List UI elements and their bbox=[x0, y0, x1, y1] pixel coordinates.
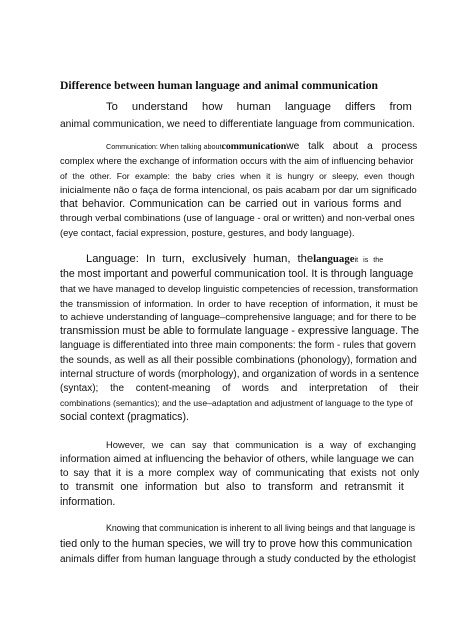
text-span: Communication: When talking about bbox=[106, 142, 222, 151]
text-span-bold: language bbox=[313, 253, 355, 265]
paragraph-5-line-3: animals differ from human language through a study conducted by the ethologist bbox=[60, 554, 416, 565]
paragraph-3-line-4: the transmission of information. In order to have reception of information, it must be bbox=[60, 298, 418, 309]
paragraph-5-line-2: tied only to the human species, we will try to prove how this communication bbox=[60, 538, 413, 550]
text-span-bold: communication bbox=[221, 141, 287, 152]
paragraph-1-line-2: animal communication, we need to differentiate language from communication. bbox=[60, 119, 415, 130]
text-span: To understand how human language differs from bbox=[106, 101, 412, 113]
paragraph-3-line-3: that we have managed to develop linguistic competencies of recession, transformation bbox=[60, 283, 419, 294]
paragraph-3-line-5: to achieve understanding of language–comprehensive language; and for there to be bbox=[60, 312, 417, 323]
paragraph-3-line-11: combinations (semantics); and the use–adaptation and adjustment of language to the type of bbox=[60, 398, 413, 408]
paragraph-2-line-5: that behavior. Communication can be carried out in various forms and bbox=[60, 198, 402, 210]
paragraph-3-line-6: transmission must be able to formulate language - expressive language. The bbox=[60, 325, 420, 337]
paragraph-2-line-3: of the other. For example: the baby cries when it is hungry or sleepy, even though bbox=[60, 171, 415, 181]
text-span: Language: In turn, exclusively human, the bbox=[86, 253, 314, 265]
document-title: Difference between human language and animal communication bbox=[60, 79, 378, 92]
text-span: it is the bbox=[354, 255, 384, 264]
paragraph-2-line-6: through verbal combinations (use of language - oral or written) and non-verbal ones bbox=[60, 213, 415, 224]
paragraph-3-line-7: language is differentiated into three main components: the form - rules that govern bbox=[60, 340, 416, 351]
paragraph-3-line-2: the most important and powerful communication tool. It is through language bbox=[60, 268, 414, 280]
paragraph-4-line-5: information. bbox=[60, 496, 116, 508]
paragraph-2-line-2: complex where the exchange of information occurs with the aim of influencing behavior bbox=[60, 156, 414, 166]
paragraph-3-line-12: social context (pragmatics). bbox=[60, 411, 189, 423]
paragraph-4-line-4: to transmit one information but also to transform and retransmit it bbox=[60, 481, 404, 493]
paragraph-2-line-7: (eye contact, facial expression, posture, gestures, and body language). bbox=[60, 227, 355, 238]
text-span: we talk about a process bbox=[286, 141, 418, 152]
paragraph-3-line-10: (syntax); the content-meaning of words and interpretation of their bbox=[60, 383, 419, 394]
paragraph-2-line-4: inicialmente não o faça de forma intencional, os pais acabam por dar um significado bbox=[60, 185, 417, 196]
paragraph-4-line-2: information aimed at influencing the behavior of others, while language we can bbox=[60, 454, 414, 465]
paragraph-4-line-3: to say that it is a more complex way of communicating that exists not only bbox=[60, 468, 420, 479]
paragraph-3-line-8: the sounds, as well as all their possible combinations (phonology), formation and bbox=[60, 355, 417, 366]
paragraph-5-line-1: Knowing that communication is inherent to all living beings and that language is bbox=[106, 523, 416, 533]
paragraph-4-line-1: However, we can say that communication is a way of exchanging bbox=[106, 439, 416, 450]
paragraph-1-line-1 bbox=[106, 101, 419, 114]
paragraph-3-line-1 bbox=[86, 253, 419, 266]
paragraph-2-line-1 bbox=[106, 140, 419, 153]
paragraph-3-line-9: internal structure of words (morphology), and organization of words in a sentence bbox=[60, 369, 420, 380]
